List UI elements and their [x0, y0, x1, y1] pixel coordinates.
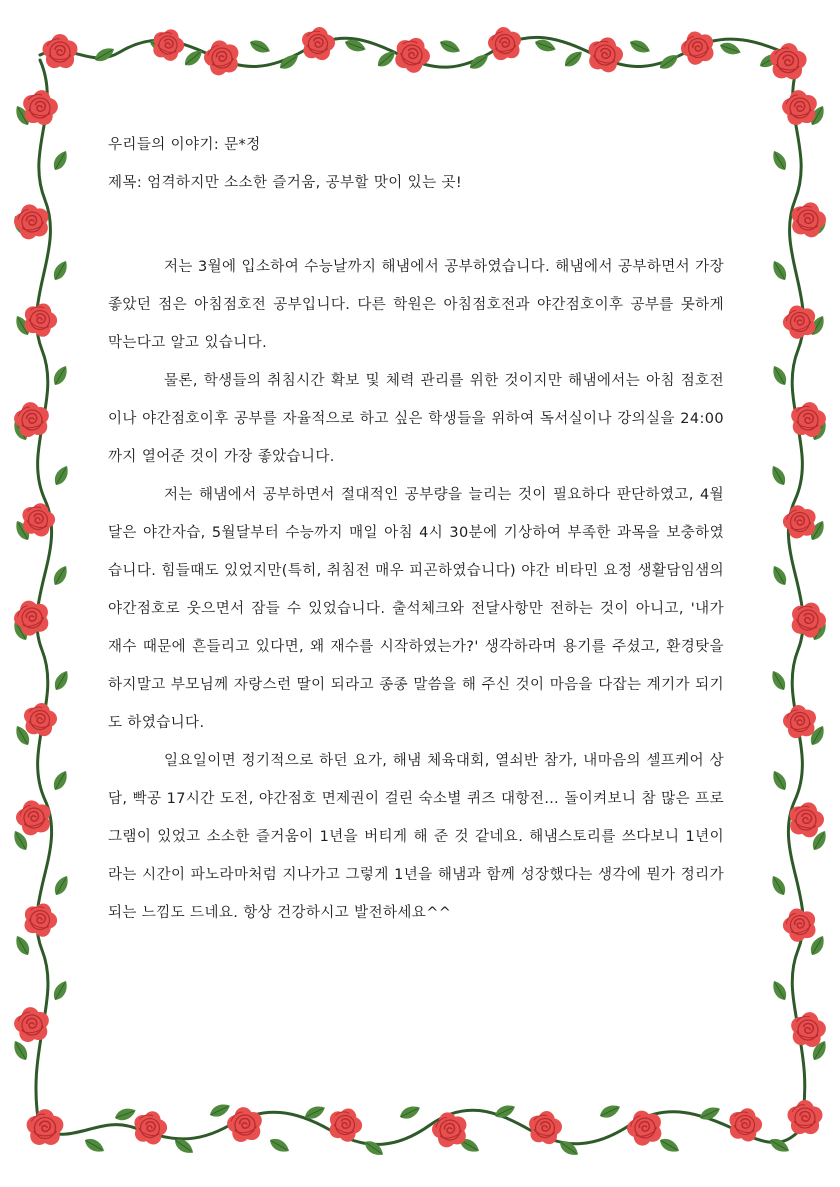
- leaf-icon: [51, 668, 71, 692]
- rose-icon: [785, 1100, 825, 1138]
- rose-icon: [9, 399, 55, 443]
- rose-icon: [581, 32, 629, 79]
- leaf-icon: [769, 768, 789, 792]
- byline: 우리들의 이야기: 문*정: [108, 137, 261, 153]
- rose-icon: [777, 87, 823, 131]
- leaf-icon: [208, 1101, 232, 1120]
- leaf-icon: [51, 463, 71, 487]
- leaf-icon: [113, 1106, 137, 1123]
- rose-icon: [40, 34, 80, 72]
- rose-icon: [198, 35, 246, 82]
- leaf-icon: [768, 873, 788, 897]
- leaf-icon: [768, 668, 788, 692]
- leaf-icon: [769, 258, 789, 282]
- leaf-icon: [628, 37, 652, 56]
- leaf-icon: [267, 1135, 291, 1155]
- leaf-icon: [769, 148, 789, 172]
- leaf-icon: [657, 1135, 681, 1155]
- rose-icon: [222, 1104, 268, 1148]
- rose-icon: [24, 1109, 66, 1149]
- rose-icon: [783, 596, 833, 645]
- leaf-icon: [50, 768, 70, 792]
- leaf-icon: [718, 40, 742, 57]
- leaf-icon: [50, 148, 70, 172]
- leaf-icon: [50, 363, 70, 387]
- leaf-icon: [769, 363, 789, 387]
- leaf-icon: [562, 48, 586, 70]
- rose-icon: [785, 399, 831, 443]
- rose-icon: [296, 24, 339, 66]
- paragraph: 저는 해냄에서 공부하면서 절대적인 공부량을 늘리는 것이 필요하다 판단하였고, 4월달은 야간자습, 5월달부터 수능까지 매일 아침 4시 30분에 기상하여 부족한 과목을 보충하였습니다. 힘들때도 있었지만(특히, 취침전 매우 피곤하였습니다) 야간 비타민 요정 생활담임샘의 야간점호로 웃으면서 잠들 수 있었습니다. 출석체크와 전달사항만 전하는 것이 아니고, '내가 재수 때문에 흔들리고 있다면, 왜 재수를 시작하였는가?' 생각하라며 용기를 주셨고, 환경탓을 하지말고 부모님께 자랑스런 딸이 되라고 종종 말씀을 해 주신 것이 마음을 다잡는 계기가 되기도 하였습니다.: [108, 487, 724, 731]
- leaf-icon: [598, 1102, 622, 1121]
- paragraph: 일요일이면 정기적으로 하던 요가, 해냄 체육대회, 열쇠반 참가, 내마음의 셀프케어 상담, 빡공 17시간 도전, 야간점호 면제권이 걸린 숙소별 퀴즈 대항전… 돌이켜보니 참 많은 프로그램이 있었고 소소한 즐거움이 1년을 버티게 해 준 것 같네요. 해냄스토리를 쓰다보니 1년이라는 시간이 파노라마처럼 지나가고 그렇게 1년을 해냄과 함께 성장했다는 생각에 뭔가 정리가 되는 느낌도 드네요. 항상 건강하시고 발전하세요^^: [108, 753, 724, 921]
- leaf-icon: [398, 1103, 422, 1122]
- leaf-icon: [82, 1135, 106, 1155]
- leaf-icon: [769, 978, 789, 1002]
- leaf-icon: [248, 37, 272, 56]
- leaf-icon: [50, 563, 70, 587]
- leaf-icon: [50, 258, 70, 282]
- leaf-icon: [769, 563, 789, 587]
- rose-icon: [483, 24, 526, 66]
- letter-body: [108, 126, 724, 932]
- leaf-icon: [12, 933, 32, 957]
- letter-title: 제목: 엄격하지만 소소한 즐거움, 공부할 맛이 있는 곳!: [108, 175, 463, 191]
- leaf-icon: [438, 37, 462, 56]
- rose-icon: [7, 594, 57, 643]
- paragraph: 물론, 학생들의 취침시간 확보 및 체력 관리를 위한 것이지만 해냄에서는 아침 점호전이나 야간점호이후 공부를 자율적으로 하고 싶은 학생들을 위하여 독서실이나 강의실을 24:00까지 열어준 것이 가장 좋았습니다.: [108, 373, 724, 465]
- paragraph: 저는 3월에 입소하여 수능날까지 해냄에서 공부하였습니다. 해냄에서 공부하면서 가장 좋았던 점은 아침점호전 공부입니다. 다른 학원은 아침점호전과 야간점호이후 공부를 못하게 막는다고 알고 있습니다.: [108, 259, 724, 351]
- leaf-icon: [768, 463, 788, 487]
- leaf-icon: [51, 873, 71, 897]
- leaf-icon: [50, 978, 70, 1002]
- rose-icon: [674, 25, 722, 72]
- leaf-icon: [362, 1138, 386, 1159]
- rose-icon: [17, 87, 63, 131]
